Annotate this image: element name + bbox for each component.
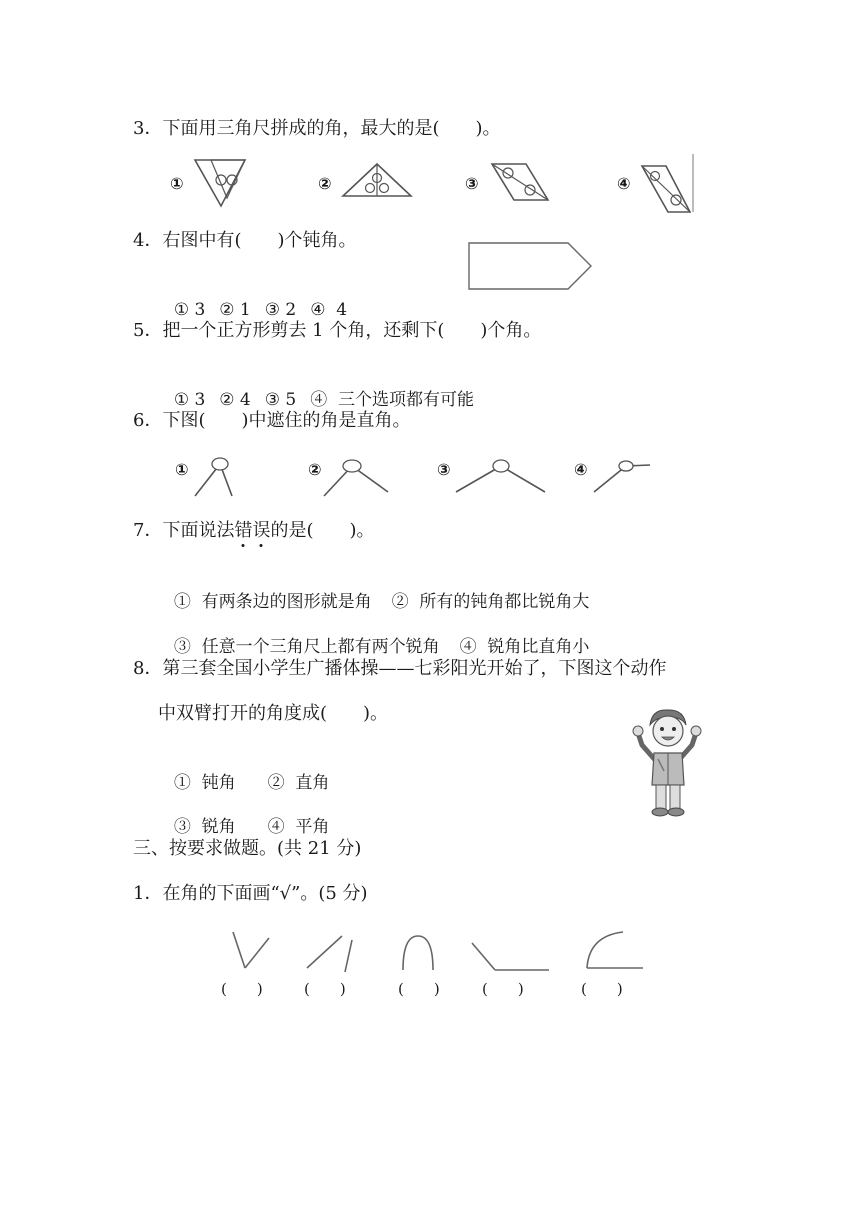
- q7-emphasis-char-2: 误: [252, 520, 271, 541]
- q7-option-1[interactable]: ① 有两条边的图形就是角: [173, 592, 372, 612]
- q3-label-4: ④: [617, 174, 631, 193]
- q6-figure-3: [453, 454, 553, 499]
- q8-option-3[interactable]: ③ 锐角: [173, 817, 236, 837]
- q3-figure-4: [640, 152, 700, 214]
- q5-option-3[interactable]: ③ 5: [264, 390, 297, 410]
- q4-option-4[interactable]: ④ 4: [310, 300, 348, 320]
- q7-prompt-pre: 7．下面说法: [133, 520, 235, 541]
- q6-figure-4: [590, 454, 660, 499]
- q8-option-2[interactable]: ② 直角: [267, 773, 330, 793]
- q4-pentagon-figure: [468, 241, 596, 291]
- q7-options-row2: [163, 611, 589, 659]
- child-exercise-illustration: [632, 705, 704, 820]
- q5-options: [163, 364, 474, 412]
- q4-prompt: 4．右图中有( )个钝角。: [133, 230, 357, 251]
- s3q1-figures: [225, 928, 650, 976]
- q3-figures: [165, 150, 705, 215]
- q7-prompt-post: 的是( )。: [270, 520, 375, 541]
- q7-options-row1: [163, 566, 589, 614]
- q6-label-2: ②: [308, 460, 322, 479]
- s3q1-blank-2[interactable]: ( ): [304, 980, 346, 998]
- q3-label-1: ①: [170, 174, 184, 193]
- s3q1-blank-1[interactable]: ( ): [221, 980, 263, 998]
- q8-prompt-line2: 中双臂打开的角度成( )。: [158, 703, 389, 724]
- s3q1-blank-3[interactable]: ( ): [398, 980, 440, 998]
- q5-option-1[interactable]: ① 3: [173, 390, 206, 410]
- q6-figure-2: [320, 454, 400, 499]
- q3-figure-1: [193, 158, 253, 208]
- q6-prompt: 6．下图( )中遮住的角是直角。: [133, 410, 411, 431]
- q4-option-3[interactable]: ③ 2: [264, 300, 297, 320]
- q6-label-1: ①: [175, 460, 189, 479]
- q5-option-4[interactable]: ④ 三个选项都有可能: [310, 390, 475, 410]
- s3q1-figure-4: [472, 943, 549, 970]
- q6-figures: [170, 452, 670, 502]
- q6-label-3: ③: [437, 460, 451, 479]
- q5-option-2[interactable]: ② 4: [219, 390, 251, 410]
- q3-figure-3: [490, 160, 550, 205]
- q8-option-4[interactable]: ④ 平角: [267, 817, 330, 837]
- q7-option-4[interactable]: ④ 锐角比直角小: [459, 637, 590, 657]
- q8-prompt-line1: 8．第三套全国小学生广播体操——七彩阳光开始了，下图这个动作: [133, 658, 667, 679]
- q4-option-2[interactable]: ② 1: [219, 300, 251, 320]
- q3-label-3: ③: [465, 174, 479, 193]
- q7-emphasis-char-1: 错: [234, 520, 253, 541]
- s3q1-figure-1: [233, 932, 269, 968]
- q7-option-3[interactable]: ③ 任意一个三角尺上都有两个锐角: [173, 637, 440, 657]
- s3q1-blank-5[interactable]: ( ): [581, 980, 623, 998]
- q8-options-row2: [163, 791, 329, 839]
- q3-figure-2: [341, 162, 416, 202]
- q8-options-row1: [163, 747, 329, 795]
- q6-label-4: ④: [574, 460, 588, 479]
- q3-prompt: 3．下面用三角尺拼成的角，最大的是( )。: [133, 118, 501, 139]
- q6-figure-1: [190, 454, 240, 499]
- q4-option-1[interactable]: ① 3: [173, 300, 206, 320]
- q8-option-1[interactable]: ① 钝角: [173, 773, 236, 793]
- s3q1-figure-3: [403, 936, 433, 970]
- q4-options: [163, 274, 347, 322]
- s3q1-figure-5: [587, 932, 643, 968]
- s3q1-figure-2: [307, 936, 352, 972]
- q5-prompt: 5．把一个正方形剪去 1 个角，还剩下( )个角。: [133, 320, 542, 341]
- q7-prompt: [133, 519, 375, 543]
- s3q1-blank-4[interactable]: ( ): [482, 980, 524, 998]
- q7-option-2[interactable]: ② 所有的钝角都比锐角大: [391, 592, 590, 612]
- section3-title: 三、按要求做题。(共 21 分): [133, 838, 362, 859]
- s3q1-prompt: 1．在角的下面画“√”。(5 分): [133, 883, 368, 904]
- q3-label-2: ②: [318, 174, 332, 193]
